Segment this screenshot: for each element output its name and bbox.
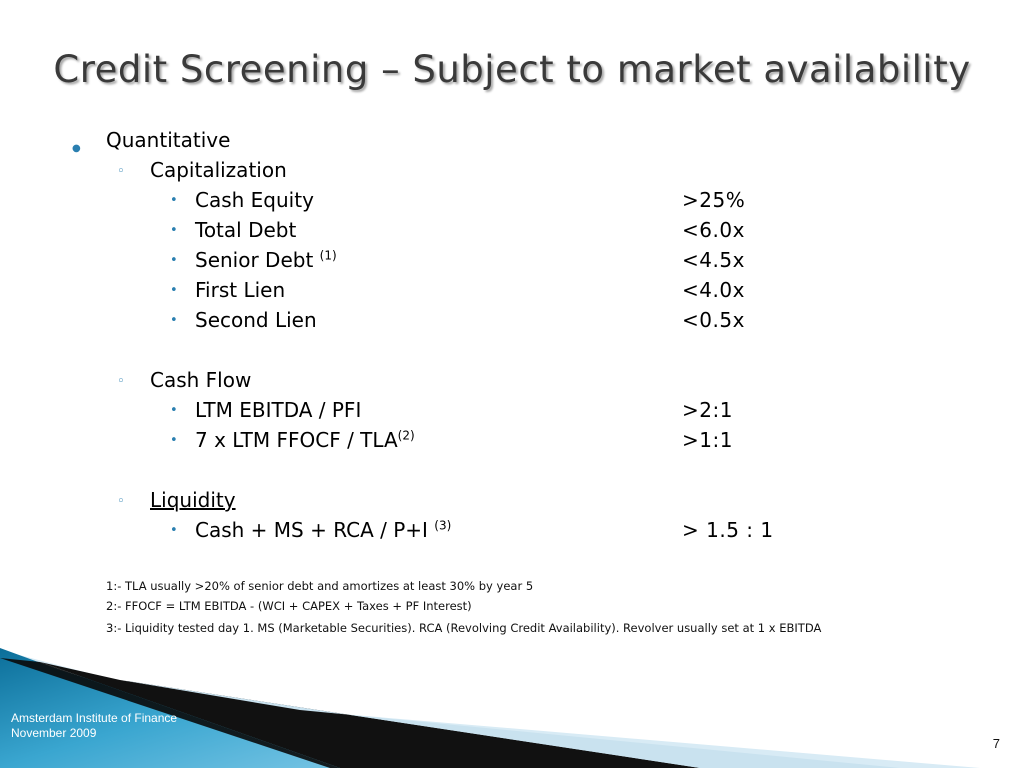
list-item-value: <6.0x xyxy=(682,218,745,242)
decorative-swoosh xyxy=(0,640,1024,768)
level3-dot-bullet-icon: • xyxy=(170,193,178,208)
list-item-label: 7 x LTM FFOCF / TLA$^{(2)}$ xyxy=(195,428,415,452)
footer xyxy=(11,711,177,741)
level3-dot-bullet-icon: • xyxy=(170,403,178,418)
level3-dot-bullet-icon: • xyxy=(170,283,178,298)
level3-dot-bullet-icon: • xyxy=(170,253,178,268)
list-item-label: LTM EBITDA / PFI xyxy=(195,398,362,422)
page-number: 7 xyxy=(992,736,1000,751)
level1-bullet-icon: ● xyxy=(72,143,81,154)
level2-ring-bullet-icon: ◦ xyxy=(117,164,125,179)
list-item-label: Cash + MS + RCA / P+I $^{(3)}$ xyxy=(195,518,452,542)
list-item-label: Senior Debt $^{(1)}$ xyxy=(195,248,337,272)
list-item-value: <4.0x xyxy=(682,278,745,302)
list-item-label: Second Lien xyxy=(195,308,317,332)
heading-liquidity: Liquidity xyxy=(150,488,236,512)
list-item-value: > 1.5 : 1 xyxy=(682,518,774,542)
list-item-value: >1:1 xyxy=(682,428,733,452)
slide-title: Credit Screening – Subject to market availability xyxy=(53,48,971,91)
level2-ring-bullet-icon: ◦ xyxy=(117,494,125,509)
heading-cash-flow: Cash Flow xyxy=(150,368,252,392)
list-item-value: >25% xyxy=(682,188,746,212)
footnote-3: 3:- Liquidity tested day 1. MS (Marketable Securities). RCA (Revolving Credit Availability). Revolver usually set at 1 x EBITDA xyxy=(106,621,822,635)
list-item-value: <4.5x xyxy=(682,248,745,272)
heading-capitalization: Capitalization xyxy=(150,158,287,182)
list-item-value: <0.5x xyxy=(682,308,745,332)
level2-ring-bullet-icon: ◦ xyxy=(117,374,125,389)
level3-dot-bullet-icon: • xyxy=(170,313,178,328)
list-item-value: >2:1 xyxy=(682,398,733,422)
heading-quantitative: Quantitative xyxy=(106,128,231,152)
level3-dot-bullet-icon: • xyxy=(170,223,178,238)
list-item-label: Cash Equity xyxy=(195,188,314,212)
list-item-label: First Lien xyxy=(195,278,286,302)
level3-dot-bullet-icon: • xyxy=(170,523,178,538)
level3-dot-bullet-icon: • xyxy=(170,433,178,448)
footnote-2: 2:- FFOCF = LTM EBITDA - (WCI + CAPEX + Taxes + PF Interest) xyxy=(106,599,472,613)
footnote-1: 1:- TLA usually >20% of senior debt and amortizes at least 30% by year 5 xyxy=(106,579,534,593)
list-item-label: Total Debt xyxy=(195,218,297,242)
footer-date: November 2009 xyxy=(11,726,97,740)
footer-organization: Amsterdam Institute of Finance xyxy=(11,711,178,725)
